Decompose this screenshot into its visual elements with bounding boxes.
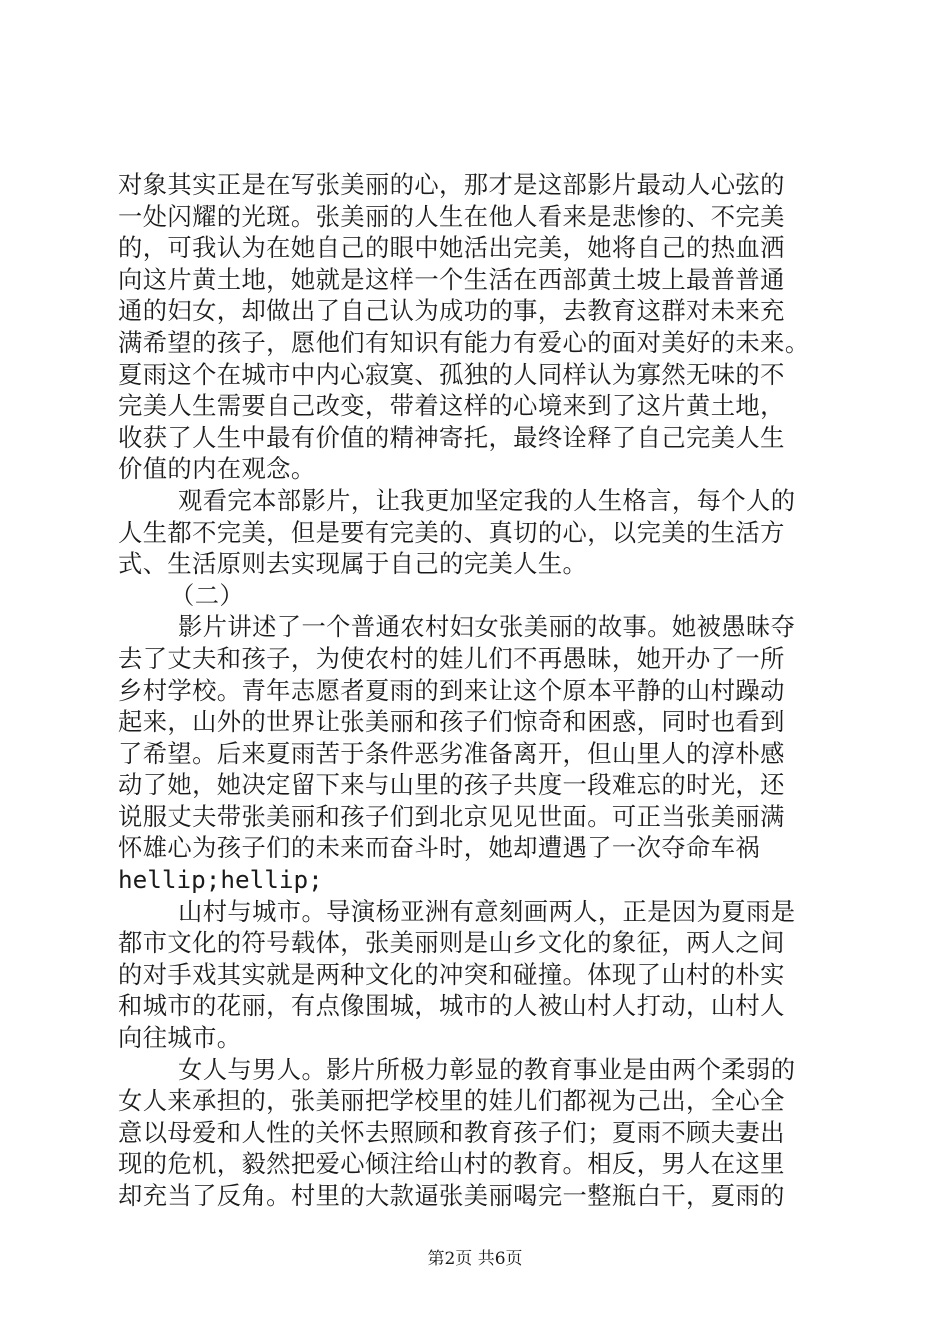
document-body xyxy=(118,169,834,1212)
text-line: 女人来承担的，张美丽把学校里的娃儿们都视为己出，全心全 xyxy=(118,1086,785,1116)
text-line: 夏雨这个在城市中内心寂寞、孤独的人同样认为寡然无味的不 xyxy=(118,359,785,389)
text-line: 一处闪耀的光斑。张美丽的人生在他人看来是悲惨的、不完美 xyxy=(118,201,785,231)
text-line: 对象其实正是在写张美丽的心，那才是这部影片最动人心弦的 xyxy=(118,170,785,199)
text-line: 式、生活原则去实现属于自己的完美人生。 xyxy=(118,549,588,579)
page-number-footer: 第2页 共6页 xyxy=(427,1249,523,1269)
paragraph-start-line: 女人与男人。影片所极力彰显的教育事业是由两个柔弱的 xyxy=(178,1054,796,1084)
text-line: 了希望。后来夏雨苦于条件恶劣准备离开，但山里人的淳朴感 xyxy=(118,738,785,768)
text-line: 价值的内在观念。 xyxy=(118,454,316,484)
text-line: 意以母爱和人性的关怀去照顾和教育孩子们；夏雨不顾夫妻出 xyxy=(118,1117,785,1147)
text-line: hellip;hellip; xyxy=(118,865,323,895)
text-line: 和城市的花丽，有点像围城，城市的人被山村人打动，山村人 xyxy=(118,991,785,1021)
text-line: 人生都不完美，但是要有完美的、真切的心，以完美的生活方 xyxy=(118,517,785,547)
text-line: 现的危机，毅然把爱心倾注给山村的教育。相反，男人在这里 xyxy=(118,1149,785,1179)
text-line: 通的妇女，却做出了自己认为成功的事，去教育这群对未来充 xyxy=(118,296,785,326)
text-line: 收获了人生中最有价值的精神寄托，最终诠释了自己完美人生 xyxy=(118,422,785,452)
text-line: 满希望的孩子，愿他们有知识有能力有爱心的面对美好的未来。 xyxy=(118,327,810,357)
text-line: 怀雄心为孩子们的未来而奋斗时，她却遭遇了一次夺命车祸 xyxy=(118,833,761,863)
text-line: 完美人生需要自己改变，带着这样的心境来到了这片黄土地， xyxy=(118,391,785,421)
text-line: 的，可我认为在她自己的眼中她活出完美，她将自己的热血洒 xyxy=(118,233,785,263)
text-line: 向这片黄土地，她就是这样一个生活在西部黄土坡上最普普通 xyxy=(118,264,785,294)
text-line: 说服丈夫带张美丽和孩子们到北京见见世面。可正当张美丽满 xyxy=(118,801,785,831)
paragraph-start-line: 观看完本部影片，让我更加坚定我的人生格言，每个人的 xyxy=(178,485,796,515)
text-line: 乡村学校。青年志愿者夏雨的到来让这个原本平静的山村躁动 xyxy=(118,675,785,705)
text-line: 起来，山外的世界让张美丽和孩子们惊奇和困惑，同时也看到 xyxy=(118,707,785,737)
text-line: 都市文化的符号载体，张美丽则是山乡文化的象征，两人之间 xyxy=(118,928,785,958)
text-line: 动了她，她决定留下来与山里的孩子共度一段难忘的时光，还 xyxy=(118,770,785,800)
text-line: 去了丈夫和孩子，为使农村的娃儿们不再愚昧，她开办了一所 xyxy=(118,643,785,673)
text-line: 却充当了反角。村里的大款逼张美丽喝完一整瓶白干，夏雨的 xyxy=(118,1181,785,1210)
paragraph-start-line: 山村与城市。导演杨亚洲有意刻画两人，正是因为夏雨是 xyxy=(178,896,796,926)
text-line: 的对手戏其实就是两种文化的冲突和碰撞。体现了山村的朴实 xyxy=(118,959,785,989)
paragraph-start-line: 影片讲述了一个普通农村妇女张美丽的故事。她被愚昧夺 xyxy=(178,612,796,642)
text-line: 向往城市。 xyxy=(118,1023,242,1053)
section-heading: （二） xyxy=(170,580,245,610)
